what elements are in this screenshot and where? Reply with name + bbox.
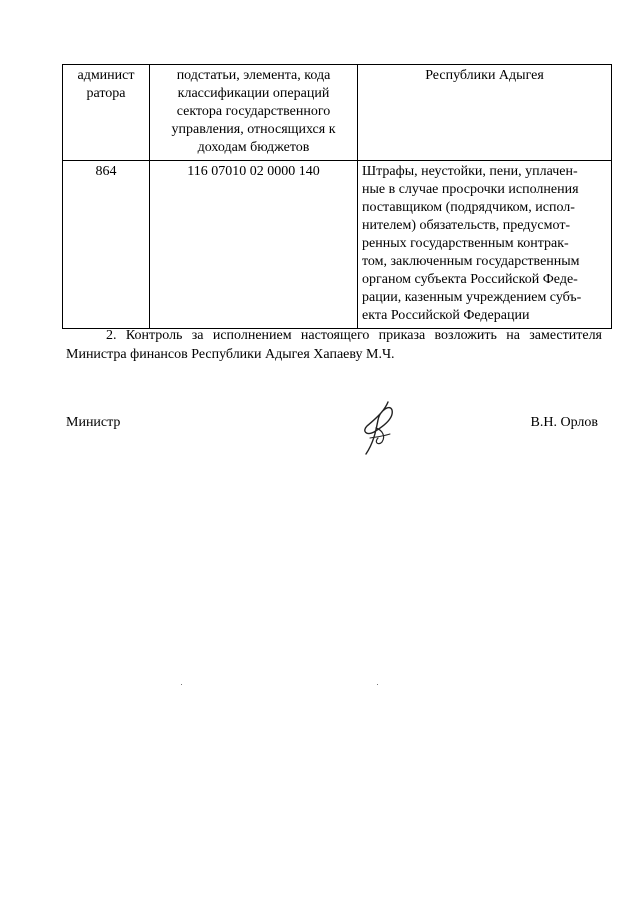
header-cell-code [150, 65, 358, 161]
signatory-name: В.Н. Орлов [530, 415, 598, 430]
handwritten-signature [354, 398, 410, 456]
cell-income-code [150, 161, 358, 329]
header-code-text: подстатьи, элемента, кода классификации операций сектора государственного управления, относящихся к доходам бюджетов [171, 68, 336, 155]
scan-speck [377, 684, 378, 685]
header-name-text: Республики Адыгея [425, 68, 544, 83]
header-cell-admin [63, 65, 150, 161]
header-cell-name [358, 65, 612, 161]
table-header-row [63, 65, 612, 161]
cell-description [358, 161, 612, 329]
description-text: Штрафы, неустойки, пени, уплачен- ные в случае просрочки исполнения поставщиком (подрядчиком, испол- нителем) обязательств, предусмот- ренных государственным контрак- том, заключенным государственным органом субъекта Российской Феде- рации, казенным учреждением субъ- екта Российской Федерации [362, 164, 582, 323]
cell-admin-code [63, 161, 150, 329]
income-code-text: 116 07010 02 0000 140 [187, 164, 320, 179]
scan-speck [181, 684, 182, 685]
budget-classification-table [62, 64, 612, 329]
control-paragraph: 2. Контроль за исполнением настоящего приказа возложить на заместителя Министра финансов Республики Адыгея Хапаеву М.Ч. [66, 328, 602, 362]
header-admin-text: админист ратора [77, 68, 135, 101]
admin-code-text: 864 [95, 164, 117, 179]
table-row [63, 161, 612, 329]
signatory-position: Министр [66, 415, 121, 430]
